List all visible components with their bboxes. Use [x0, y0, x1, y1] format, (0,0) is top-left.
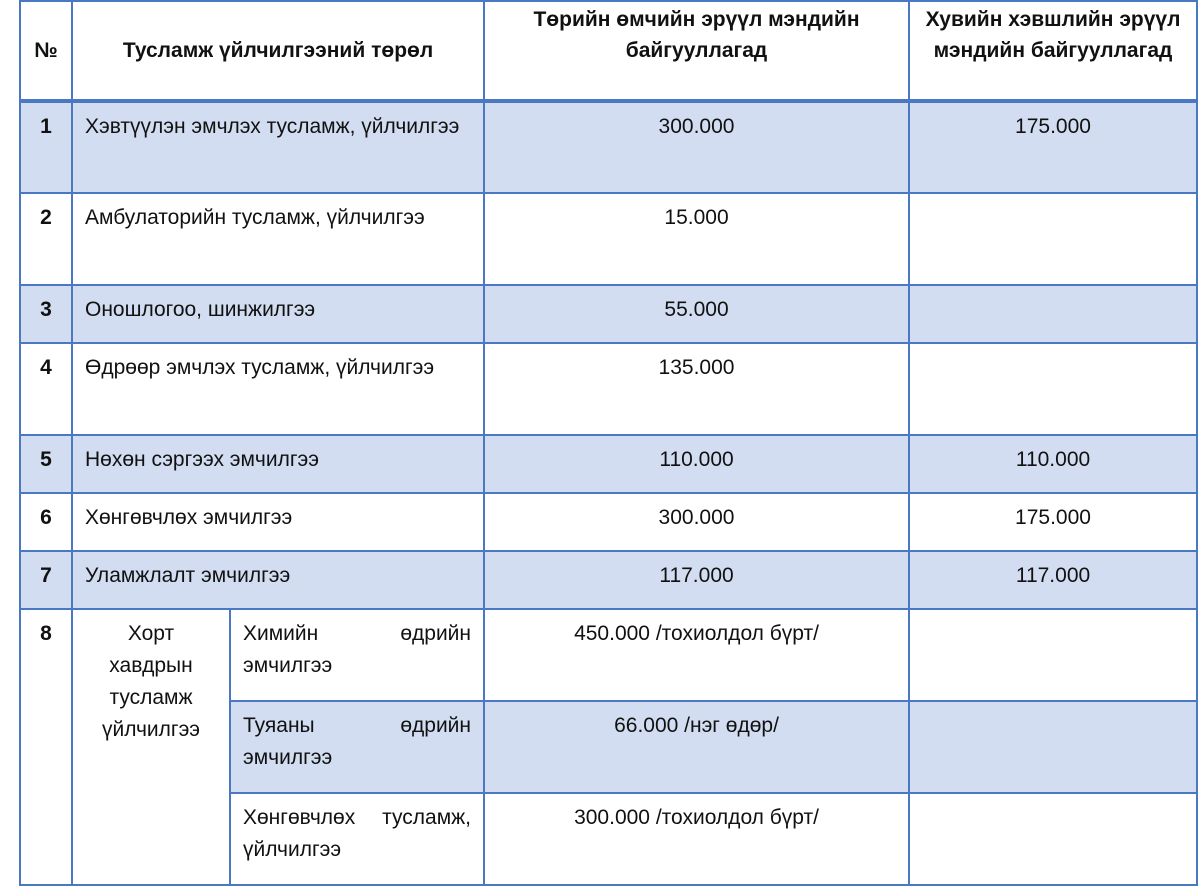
- subrow-service-name: Химийн өдрийн эмчилгээ: [230, 609, 484, 701]
- table-row-group-first: [20, 609, 1197, 701]
- table-row: [20, 435, 1197, 493]
- tariff-table: [19, 0, 1198, 886]
- table-row: [20, 101, 1197, 193]
- table-row: [20, 285, 1197, 343]
- group-number: 8: [20, 609, 72, 885]
- row-number: 3: [20, 285, 72, 343]
- header-service-type: Тусламж үйлчилгээний төрөл: [72, 1, 484, 101]
- row-service-name: Өдрөөр эмчлэх тусламж, үйлчилгээ: [72, 343, 484, 435]
- row-state-value: 110.000: [484, 435, 909, 493]
- header-private-org: Хувийн хэвшлийн эрүүл мэндийн байгууллагад: [909, 1, 1197, 101]
- row-private-value: 110.000: [909, 435, 1197, 493]
- header-row: [20, 1, 1197, 101]
- row-state-value: 135.000: [484, 343, 909, 435]
- row-number: 6: [20, 493, 72, 551]
- row-service-name: Оношлогоо, шинжилгээ: [72, 285, 484, 343]
- row-number: 5: [20, 435, 72, 493]
- subrow-state-value: 450.000 /тохиолдол бүрт/: [484, 609, 909, 701]
- row-private-value: 117.000: [909, 551, 1197, 609]
- group-service-name: Хорт хавдрын тусламж үйлчилгээ: [72, 609, 230, 885]
- row-private-value: [909, 193, 1197, 285]
- row-number: 4: [20, 343, 72, 435]
- table-row: [20, 193, 1197, 285]
- row-private-value: 175.000: [909, 101, 1197, 193]
- header-number: №: [20, 1, 72, 101]
- subrow-service-name: Туяаны өдрийн эмчилгээ: [230, 701, 484, 793]
- table-row: [20, 343, 1197, 435]
- row-service-name: Амбулаторийн тусламж, үйлчилгээ: [72, 193, 484, 285]
- row-service-name: Хэвтүүлэн эмчлэх тусламж, үйлчилгээ: [72, 101, 484, 193]
- row-private-value: 175.000: [909, 493, 1197, 551]
- row-private-value: [909, 285, 1197, 343]
- subrow-state-value: 300.000 /тохиолдол бүрт/: [484, 793, 909, 885]
- subrow-service-name: Хөнгөвчлөх тусламж, үйлчилгээ: [230, 793, 484, 885]
- subrow-private-value: [909, 701, 1197, 793]
- row-state-value: 55.000: [484, 285, 909, 343]
- header-state-org: Төрийн өмчийн эрүүл мэндийн байгууллагад: [484, 1, 909, 101]
- table-row: [20, 551, 1197, 609]
- row-service-name: Хөнгөвчлөх эмчилгээ: [72, 493, 484, 551]
- row-number: 7: [20, 551, 72, 609]
- row-service-name: Нөхөн сэргээх эмчилгээ: [72, 435, 484, 493]
- subrow-private-value: [909, 609, 1197, 701]
- subrow-state-value: 66.000 /нэг өдөр/: [484, 701, 909, 793]
- table-row: [20, 493, 1197, 551]
- row-service-name: Уламжлалт эмчилгээ: [72, 551, 484, 609]
- row-state-value: 117.000: [484, 551, 909, 609]
- row-state-value: 15.000: [484, 193, 909, 285]
- row-state-value: 300.000: [484, 493, 909, 551]
- row-number: 1: [20, 101, 72, 193]
- row-state-value: 300.000: [484, 101, 909, 193]
- row-number: 2: [20, 193, 72, 285]
- row-private-value: [909, 343, 1197, 435]
- subrow-private-value: [909, 793, 1197, 885]
